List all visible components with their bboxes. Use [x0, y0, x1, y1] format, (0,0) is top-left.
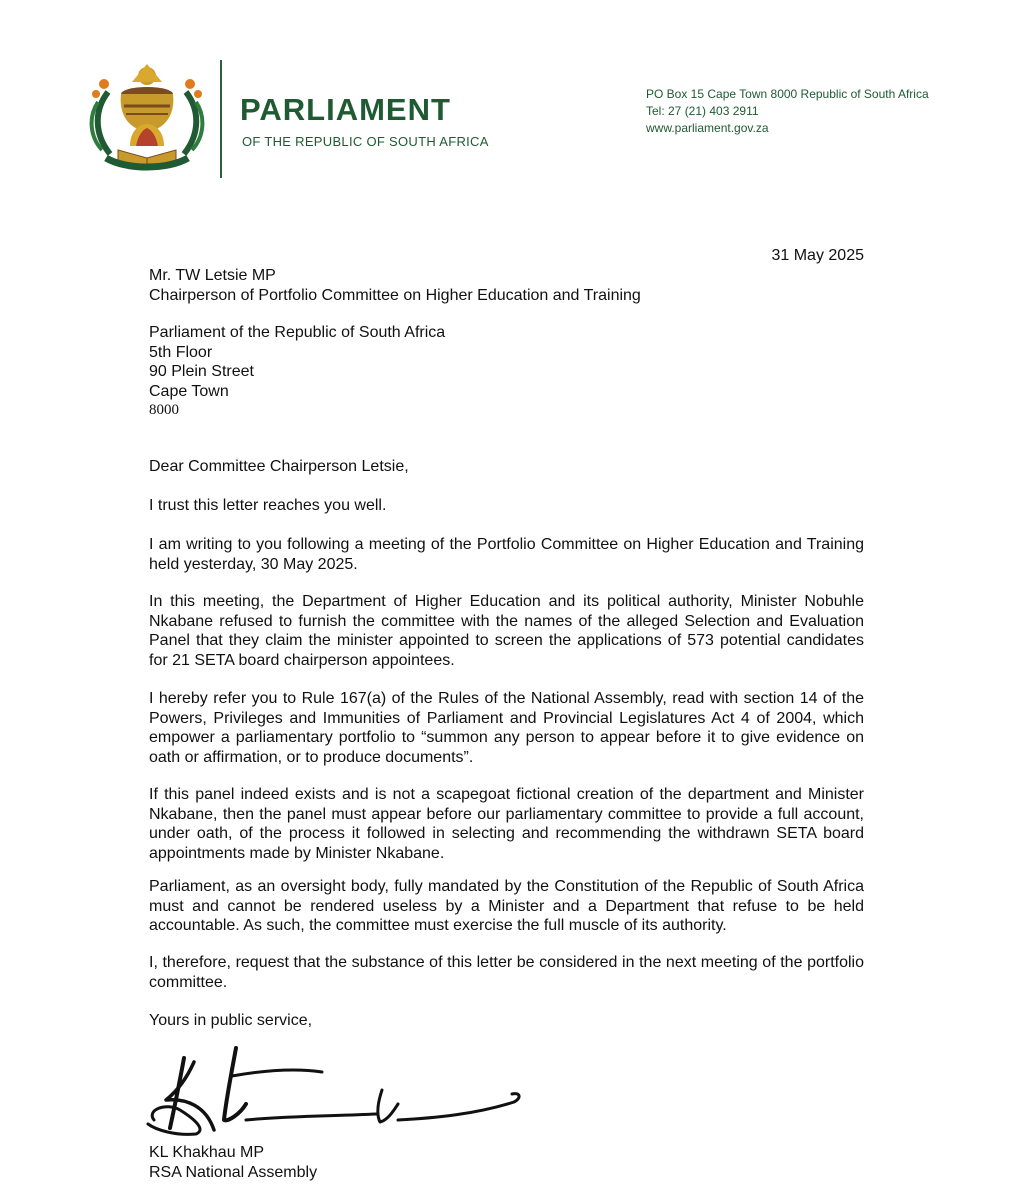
signer-title: RSA National Assembly	[149, 1163, 318, 1181]
paragraph	[149, 496, 864, 516]
recipient-name: Mr. TW Letsie MP	[149, 267, 276, 284]
org-name: PARLIAMENT	[240, 92, 451, 127]
recipient-block	[149, 266, 641, 305]
paragraph	[149, 877, 864, 936]
parliament-crest-icon	[86, 62, 208, 174]
address-line: Parliament of the Republic of South Africa	[149, 324, 446, 341]
address-line: Cape Town	[149, 382, 229, 400]
contact-block	[646, 86, 929, 137]
signer-block	[149, 1143, 317, 1182]
recipient-title: Chairperson of Portfolio Committee on Higher Education and Training	[149, 286, 641, 304]
org-subtitle: OF THE REPUBLIC OF SOUTH AFRICA	[242, 134, 489, 149]
paragraph-text: I, therefore, request that the substance of this letter be considered in the next meeting of the portfolio committee.	[149, 954, 864, 991]
paragraph	[149, 689, 864, 767]
paragraph-text: In this meeting, the Department of Higher Education and its political authority, Minister Nobuhle Nkabane refused to furnish the committee with the names of the alleged Selection and Evaluation Panel that they claim the minister appointed to screen the applications of 573 potential candidates for 21 SETA board chairperson appointees.	[149, 593, 864, 669]
paragraph-text: I trust this letter reaches you well.	[149, 497, 387, 514]
address-line: 90 Plein Street	[149, 363, 254, 380]
paragraph-text: Parliament, as an oversight body, fully mandated by the Constitution of the Republic of South Africa must and cannot be rendered useless by a Minister and a Department that refuse to be held accountable. As such, the committee must exercise the full muscle of its authority.	[149, 878, 864, 934]
paragraph-text: If this panel indeed exists and is not a scapegoat fictional creation of the department and Minister Nkabane, then the panel must appear before our parliamentary committee to provide a full account, under oath, of the process it followed in selecting and recommending the withdrawn SETA board appointments made by Minister Nkabane.	[149, 786, 864, 862]
salutation: Dear Committee Chairperson Letsie,	[149, 458, 409, 475]
paragraph	[149, 535, 864, 574]
letterhead	[0, 0, 1014, 190]
letterhead-divider	[220, 60, 222, 178]
closing: Yours in public service,	[149, 1012, 313, 1029]
website: www.parliament.gov.za	[646, 121, 769, 135]
recipient-address	[149, 323, 445, 421]
paragraph	[149, 953, 864, 992]
signer-name: KL Khakhau MP	[149, 1144, 265, 1161]
telephone: Tel: 27 (21) 403 2911	[646, 104, 759, 118]
paragraph-text: I hereby refer you to Rule 167(a) of the Rules of the National Assembly, read with section 14 of the Powers, Privileges and Immunities of Parliament and Provincial Legislatures Act 4 of 2004, which empower a parliamentary portfolio to “summon any person to appear before it to give evidence on oath or affirmation, or to produce documents”.	[149, 690, 864, 766]
paragraph	[149, 785, 864, 863]
postal-code: 8000	[149, 402, 179, 418]
address-line: 5th Floor	[149, 343, 213, 361]
paragraph	[149, 592, 864, 670]
handwritten-signature-icon	[136, 1040, 536, 1140]
letter-date: 31 May 2025	[771, 247, 864, 264]
paragraph-text: I am writing to you following a meeting of the Portfolio Committee on Higher Education and Training held yesterday, 30 May 2025.	[149, 536, 864, 573]
postal-address: PO Box 15 Cape Town 8000 Republic of South Africa	[646, 87, 929, 101]
